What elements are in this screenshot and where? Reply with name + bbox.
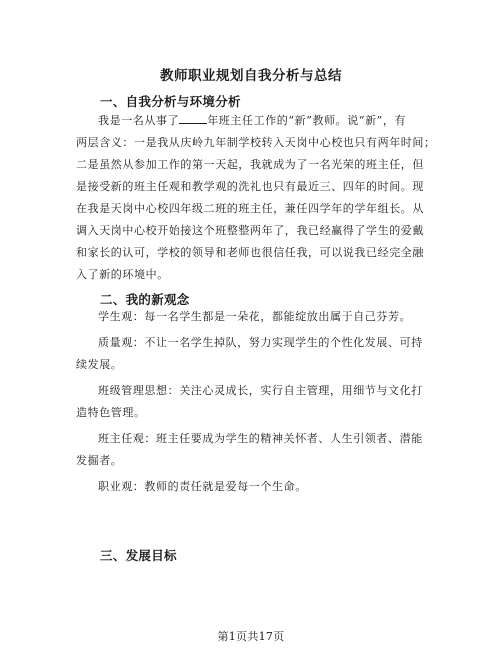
intro-line-6: 调入天岗中心校开始接这个班整整两年了，我已经赢得了学生的爱戴 — [76, 224, 424, 237]
intro-line-7: 和家长的认可，学校的领导和老师也很信任我，可以说我已经完全融 — [76, 246, 424, 259]
intro-line-3: 二是虽然从参加工作的第一天起，我就成为了一名光荣的班主任，但 — [76, 158, 424, 171]
intro-line-2: 两层含义：一是我从庆岭九年制学校转入天岗中心校也只有两年时间； — [76, 136, 436, 149]
intro-line-4: 是接受新的班主任观和教学观的洗礼也只有最近三、四年的时间。现 — [76, 180, 424, 193]
intro-paragraph — [76, 110, 436, 286]
intro-line-1 — [76, 110, 432, 132]
intro-text-before-blank: 我是一名从事了 — [98, 114, 180, 127]
class-management-line-1: 班级管理思想：关注心灵成长，实行自主管理，用细节与文化打 — [98, 384, 423, 397]
intro-text-after-blank: 年班主任工作的“新”教师。说“新”，有 — [207, 114, 407, 127]
ideas-block — [76, 306, 432, 498]
section-heading-self-analysis: 一、自我分析与环境分析 — [100, 94, 241, 109]
student-view: 学生观：每一名学生都是一朵花，都能绽放出属于自己芬芳。 — [98, 310, 412, 323]
class-management-line-2: 造特色管理。 — [76, 406, 146, 419]
quality-view-line-2: 续发展。 — [76, 358, 123, 371]
head-teacher-view-line-2: 发掘者。 — [76, 454, 123, 467]
quality-view-line-1: 质量观：不让一名学生掉队，努力实现学生的个性化发展、可持 — [98, 336, 423, 349]
intro-line-5: 在我是天岗中心校四年级二班的班主任，兼任四学年的学年组长。从 — [76, 202, 424, 215]
section-heading-new-ideas: 二、我的新观念 — [100, 292, 190, 307]
intro-line-8: 入了新的环境中。 — [76, 268, 169, 281]
fill-in-blank — [179, 113, 207, 124]
section-heading-goals: 三、发展目标 — [100, 548, 177, 563]
head-teacher-view-line-1: 班主任观：班主任要成为学生的精神关怀者、人生引领者、潜能 — [98, 432, 423, 445]
page-footer: 第1页共17页 — [217, 630, 285, 643]
career-view: 职业观：教师的责任就是爱每一个生命。 — [98, 480, 307, 493]
document-title: 教师职业规划自我分析与总结 — [160, 68, 342, 84]
